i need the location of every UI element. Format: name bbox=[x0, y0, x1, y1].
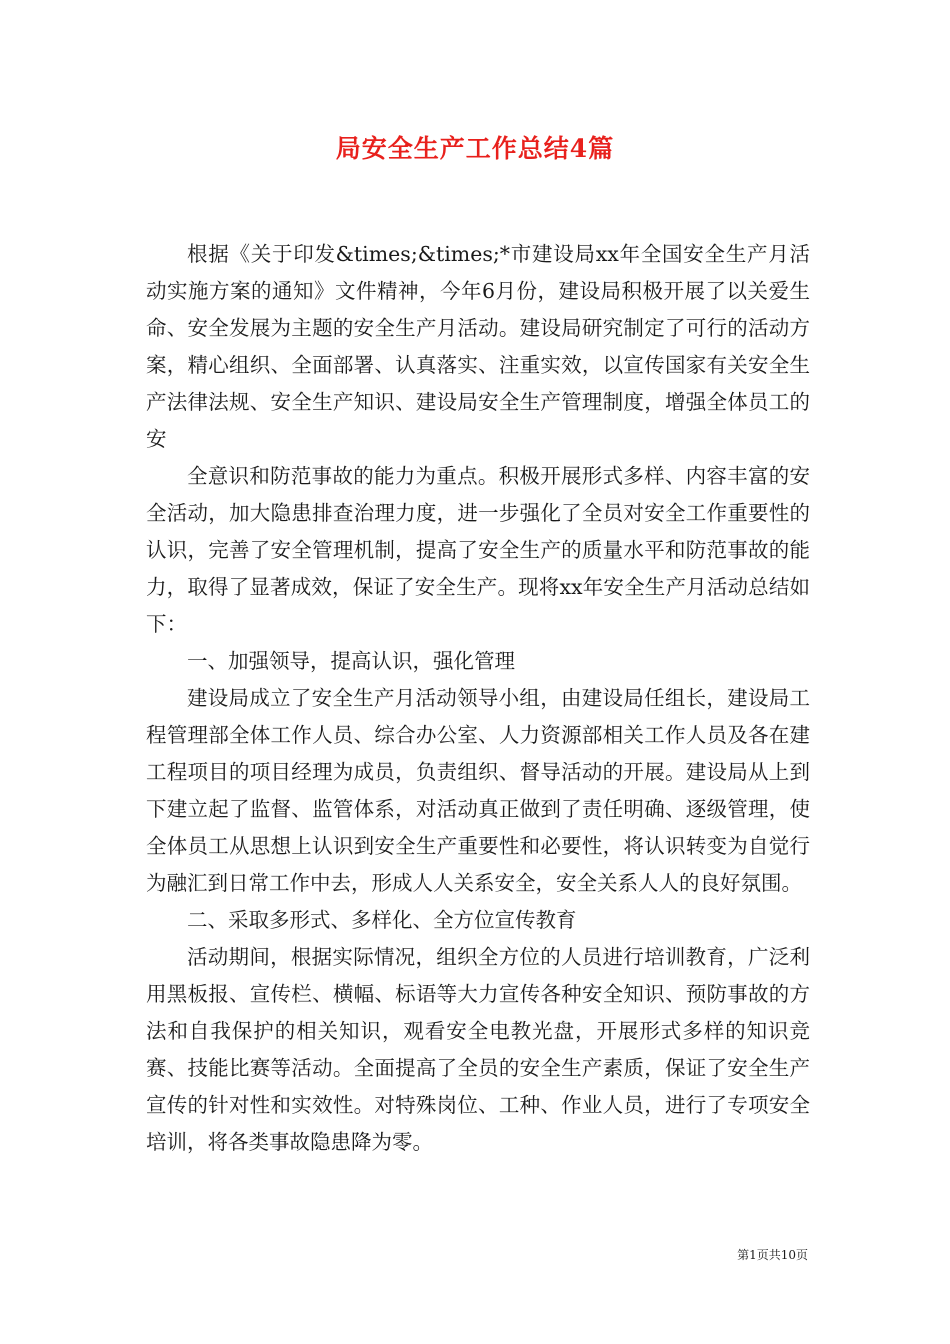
section-heading-1: 一、加强领导，提高认识，强化管理 bbox=[187, 649, 515, 673]
document-body bbox=[146, 236, 810, 1161]
paragraph-section-1: 建设局成立了安全生产月活动领导小组，由建设局任组长，建设局工程管理部全体工作人员、综合办公室、人力资源部相关工作人员及各在建工程项目的项目经理为成员，负责组织、督导活动的开展。建设局从上到下建立起了监督、监管体系，对活动真正做到了责任明确、逐级管理，使全体员工从思想上认识到安全生产重要性和必要性，将认识转变为自觉行为融汇到日常工作中去，形成人人关系安全，安全关系人人的良好氛围。 bbox=[146, 686, 810, 895]
page-number-footer: 第1页共10页 bbox=[737, 1248, 808, 1262]
paragraph-intro: 根据《关于印发&times;&times;*市建设局xx年全国安全生产月活动实施方案的通知》文件精神，今年6月份，建设局积极开展了以关爱生命、安全发展为主题的安全生产月活动。建设局研究制定了可行的活动方案，精心组织、全面部署、认真落实、注重实效，以宣传国家有关安全生产法律法规、安全生产知识、建设局安全生产管理制度，增强全体员工的安 bbox=[146, 242, 810, 451]
section-heading-2: 二、采取多形式、多样化、全方位宣传教育 bbox=[187, 908, 577, 932]
paragraph-section-2: 活动期间，根据实际情况，组织全方位的人员进行培训教育，广泛利用黑板报、宣传栏、横幅、标语等大力宣传各种安全知识、预防事故的方法和自我保护的相关知识，观看安全电教光盘，开展形式多样的知识竞赛、技能比赛等活动。全面提高了全员的安全生产素质，保证了安全生产宣传的针对性和实效性。对特殊岗位、工种、作业人员，进行了专项安全培训，将各类事故隐患降为零。 bbox=[146, 945, 810, 1154]
document-title: 局安全生产工作总结4篇 bbox=[335, 134, 615, 163]
paragraph-continuation: 全意识和防范事故的能力为重点。积极开展形式多样、内容丰富的安全活动，加大隐患排查治理力度，进一步强化了全员对安全工作重要性的认识，完善了安全管理机制，提高了安全生产的质量水平和防范事故的能力，取得了显著成效，保证了安全生产。现将xx年安全生产月活动总结如下： bbox=[146, 464, 810, 636]
